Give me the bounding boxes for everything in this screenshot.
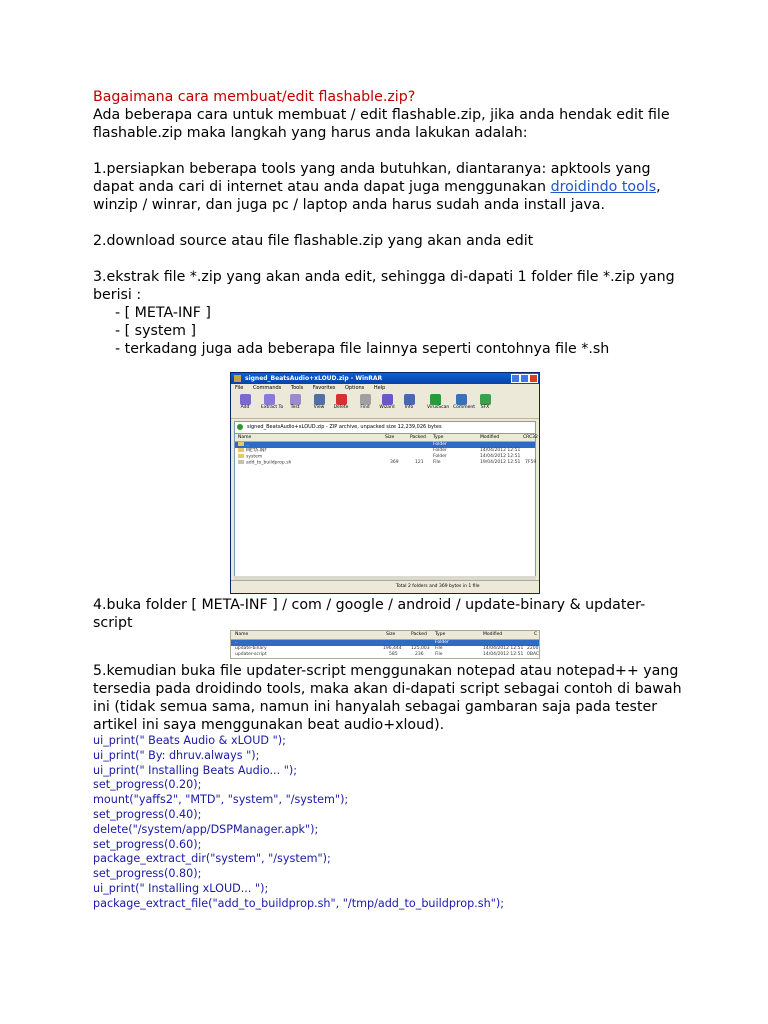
test-button[interactable] — [287, 394, 303, 411]
row-modified: 14/04/2012 12:51 — [480, 454, 521, 459]
test-icon — [290, 394, 301, 405]
col-crc[interactable]: C — [534, 632, 538, 637]
archive-file-list — [234, 433, 536, 577]
shield-icon — [430, 394, 441, 405]
row-modified: 14/04/2012 12:51 — [483, 652, 524, 657]
window-title: signed_BeatsAudio+xLOUD.zip - WinRAR — [245, 375, 383, 382]
row-name: system — [246, 454, 263, 460]
code-line: ui_print(" By: dhruv.always "); — [93, 748, 260, 762]
col-modified[interactable]: Modified — [483, 632, 503, 637]
row-size: 369 — [390, 460, 399, 465]
add-button[interactable] — [237, 394, 253, 411]
sfx-icon — [480, 394, 491, 405]
code-line: set_progress(0.20); — [93, 778, 202, 792]
col-packed[interactable]: Packed — [410, 435, 426, 440]
add-icon — [240, 394, 251, 405]
find-button[interactable] — [357, 394, 373, 411]
row-name: .. — [246, 442, 249, 448]
virusscan-button[interactable] — [427, 394, 450, 411]
page-title: Bagaimana cara membuat/edit flashable.zip? — [93, 89, 416, 105]
row-crc: 2200 — [527, 646, 539, 651]
col-modified[interactable]: Modified — [480, 435, 500, 440]
delete-button[interactable] — [333, 394, 349, 411]
tool-label: View — [313, 405, 325, 410]
folder-icon — [238, 448, 244, 452]
code-line: package_extract_file("add_to_buildprop.sh", "/tmp/add_to_buildprop.sh"); — [93, 896, 504, 910]
comment-icon — [456, 394, 467, 405]
comment-button[interactable] — [453, 394, 476, 411]
tool-label: Delete — [333, 405, 349, 410]
row-size: 585 — [389, 652, 398, 657]
view-button[interactable] — [311, 394, 327, 411]
step-2: 2.download source atau file flashable.zip yang akan anda edit — [93, 233, 534, 249]
col-packed[interactable]: Packed — [411, 632, 427, 637]
table-row[interactable] — [231, 652, 539, 658]
extract-icon — [264, 394, 275, 405]
winrar-icon — [234, 375, 241, 382]
row-packed: 236 — [415, 652, 424, 657]
row-type: File — [433, 460, 441, 465]
article-step-4 — [93, 596, 683, 632]
row-modified: 14/04/2012 12:51 — [480, 448, 521, 453]
row-crc: 7F59 — [525, 460, 537, 465]
menu-tools[interactable]: Tools — [290, 385, 304, 391]
row-type: File — [435, 652, 443, 657]
row-name: META-INF — [246, 448, 268, 454]
wizard-button[interactable] — [379, 394, 395, 411]
tool-label: Find — [360, 405, 370, 410]
status-text: Total 2 folders and 369 bytes in 1 file — [396, 584, 480, 589]
code-line: set_progress(0.60); — [93, 837, 202, 851]
menu-favorites[interactable]: Favorites — [312, 385, 336, 391]
droidindo-tools-link[interactable]: droidindo tools — [550, 179, 657, 195]
code-line: set_progress(0.40); — [93, 807, 202, 821]
tool-label: Test — [290, 405, 300, 410]
menu-help[interactable]: Help — [373, 385, 386, 391]
step-3: 3.ekstrak file *.zip yang akan anda edit, sehingga di-dapati 1 folder file *.zip yang berisi : — [93, 269, 675, 303]
wizard-icon — [382, 394, 393, 405]
menu-commands[interactable]: Commands — [252, 385, 282, 391]
info-icon — [404, 394, 415, 405]
row-type: Folder — [433, 448, 447, 453]
row-crc: 0BAC — [527, 652, 540, 657]
folder-icon — [238, 442, 244, 446]
row-name: updater-script — [235, 652, 267, 657]
col-crc[interactable]: CRC32 — [523, 435, 538, 440]
code-line: ui_print(" Installing Beats Audio... "); — [93, 763, 297, 777]
col-name[interactable]: Name — [238, 435, 252, 440]
find-icon — [360, 394, 371, 405]
row-type: File — [435, 646, 443, 651]
list-item: - terkadang juga ada beberapa file lainnya seperti contohnya file *.sh — [115, 341, 610, 357]
menu-file[interactable]: File — [235, 385, 244, 391]
step-1 — [93, 160, 683, 214]
table-row[interactable] — [235, 460, 535, 466]
col-size[interactable]: Size — [385, 435, 395, 440]
archive-path: signed_BeatsAudio+xLOUD.zip - ZIP archive, unpacked size 12,239,026 bytes — [247, 424, 442, 430]
window-titlebar — [231, 373, 539, 384]
article — [93, 88, 683, 358]
row-type: Folder — [433, 442, 447, 447]
view-icon — [314, 394, 325, 405]
article-step-5 — [93, 662, 683, 912]
tool-label: Comment — [453, 405, 476, 410]
row-type: Folder — [433, 454, 447, 459]
row-packed: 121 — [415, 460, 424, 465]
menubar — [231, 384, 539, 392]
row-modified: 19/04/2012 12:51 — [480, 460, 521, 465]
menu-options[interactable]: Options — [344, 385, 365, 391]
row-type: Folder — [435, 640, 449, 645]
toolbar — [231, 392, 539, 419]
row-modified: 14/04/2012 12:51 — [483, 646, 524, 651]
intro-paragraph: Ada beberapa cara untuk membuat / edit flashable.zip, jika anda hendak edit file flashable.zip maka langkah yang harus anda lakukan adalah: — [93, 107, 670, 141]
row-name: add_to_buildprop.sh — [246, 460, 292, 466]
list-item: - [ META-INF ] — [115, 305, 211, 321]
up-arrow-icon[interactable] — [237, 424, 243, 430]
tool-label: Info — [404, 405, 414, 410]
code-block — [93, 734, 683, 912]
status-bar — [231, 580, 539, 593]
winrar-screenshot — [230, 372, 540, 594]
tool-label: VirusScan — [427, 405, 450, 410]
tool-label: Add — [240, 405, 250, 410]
row-name: update-binary — [235, 646, 267, 651]
list-item: - [ system ] — [115, 323, 197, 339]
step-4: 4.buka folder [ META-INF ] / com / google / android / update-binary & updater-script — [93, 597, 646, 631]
tool-label: SFX — [480, 405, 490, 410]
col-size[interactable]: Size — [386, 632, 396, 637]
folder-icon — [238, 454, 244, 458]
close-icon[interactable] — [529, 374, 538, 383]
maximize-icon[interactable] — [520, 374, 529, 383]
sfx-button[interactable] — [477, 394, 493, 411]
tool-label: Wizard — [379, 405, 395, 410]
code-line: ui_print(" Installing xLOUD... "); — [93, 881, 269, 895]
row-name: .. — [235, 640, 238, 645]
code-line: delete("/system/app/DSPManager.apk"); — [93, 822, 319, 836]
col-type[interactable]: Type — [433, 435, 444, 440]
col-name[interactable]: Name — [235, 632, 249, 637]
info-button[interactable] — [401, 394, 417, 411]
list-header — [235, 434, 538, 442]
delete-icon — [336, 394, 347, 405]
step-5: 5.kemudian buka file updater-script menggunakan notepad atau notepad++ yang tersedia pada droidindo tools, maka akan di-dapati script sebagai contoh di bawah ini (tidak semua sama, namun ini hanyalah sebagai gambaran saja pada tester artikel ini saya menggunakan beat audio+xloud). — [93, 663, 682, 733]
col-type[interactable]: Type — [435, 632, 446, 637]
extract-button[interactable] — [261, 394, 284, 411]
meta-inf-screenshot — [230, 630, 540, 659]
step-1-text-end: , winzip / winrar, dan juga pc / laptop anda harus sudah anda install java. — [93, 179, 661, 213]
step-1-text: 1.persiapkan beberapa tools yang anda butuhkan, diantaranya: apktools yang dapat anda cari di internet atau anda dapat juga menggunakan — [93, 161, 651, 195]
minimize-icon[interactable] — [511, 374, 520, 383]
code-line: ui_print(" Beats Audio & xLOUD "); — [93, 734, 286, 747]
list-header — [231, 631, 539, 640]
row-size: 196,444 — [383, 646, 402, 651]
row-packed: 125,003 — [411, 646, 430, 651]
tool-label: Extract To — [261, 405, 284, 410]
code-line: package_extract_dir("system", "/system"); — [93, 852, 331, 866]
code-line: mount("yaffs2", "MTD", "system", "/system"); — [93, 793, 349, 807]
code-line: set_progress(0.80); — [93, 867, 202, 881]
file-icon — [238, 460, 244, 464]
